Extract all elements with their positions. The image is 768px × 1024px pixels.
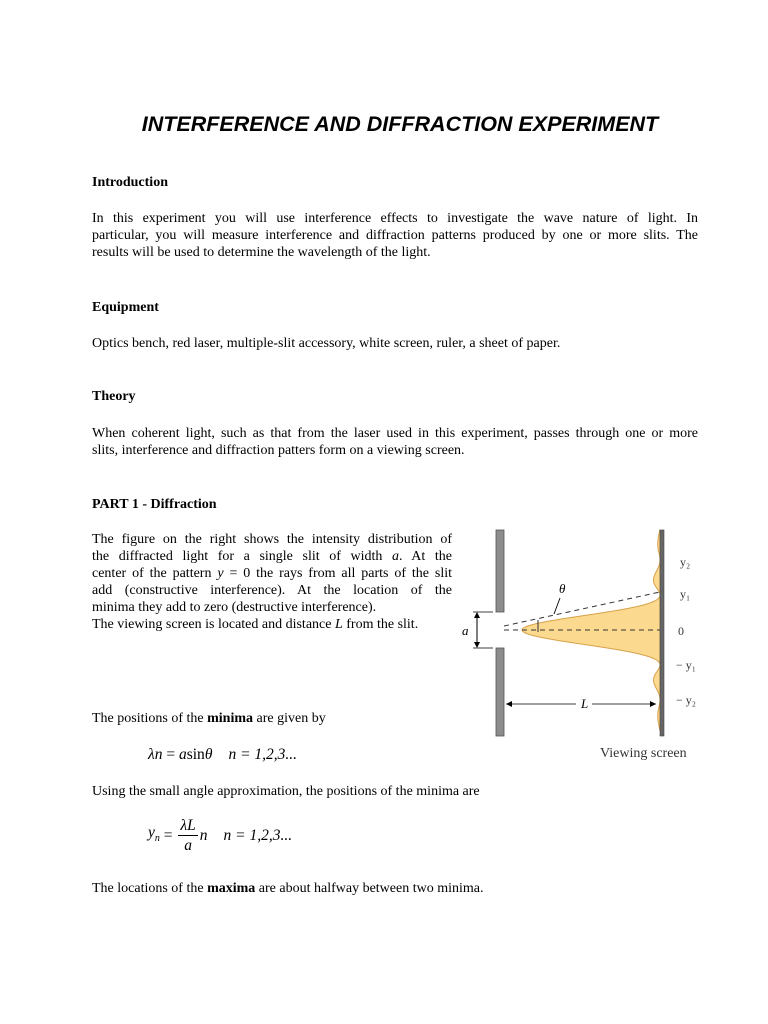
desc-line-2-text: the diffracted light for a single slit of width	[92, 549, 392, 564]
desc-line-3-text: center of the pattern	[92, 566, 218, 581]
eq2-condition: n = 1,2,3...	[223, 827, 293, 844]
distance-arrow-head-left	[506, 701, 512, 707]
theory-paragraph	[92, 425, 698, 459]
introduction-paragraph	[92, 210, 698, 261]
maxima-bold: maxima	[207, 881, 256, 896]
distance-arrow-head-right	[650, 701, 656, 707]
eq1-equals: =	[162, 746, 179, 763]
slit-barrier-top	[496, 530, 504, 612]
small-angle-sentence: Using the small angle approximation, the positions of the minima are	[92, 784, 480, 799]
minima-sentence	[92, 710, 698, 727]
theta-label: θ	[559, 581, 566, 596]
desc-line-6-end: from the slit.	[342, 617, 419, 632]
eq2-y-wrap	[148, 823, 160, 845]
minima-pre: The positions of the	[92, 711, 208, 726]
arrow-head-up	[474, 612, 480, 618]
minima-bold: minima	[207, 711, 253, 726]
eq2-numerator: λL	[180, 817, 196, 834]
minima-post: are given by	[253, 711, 326, 726]
label-neg-y2: − y₂	[676, 693, 696, 707]
label-y2: y₂	[680, 555, 691, 569]
eq1-theta: θ	[204, 746, 213, 763]
eq2-n: n	[199, 827, 208, 844]
label-neg-y1: − y₁	[676, 658, 696, 672]
intro-line-1: In this experiment you will use interference effects to investigate the wave nature of light. In	[92, 211, 698, 226]
desc-line-2-end: . At the	[398, 549, 452, 564]
part1-heading: PART 1 - Diffraction	[92, 497, 217, 512]
desc-line-4: add (constructive interference). At the location of the	[92, 583, 452, 598]
label-zero: 0	[678, 624, 684, 638]
minima-position-equation	[148, 816, 292, 855]
distance-label: L	[581, 696, 589, 711]
eq2-fraction	[178, 816, 197, 855]
minima-equation	[148, 745, 297, 765]
theory-line-2: slits, interference and diffraction patters form on a viewing screen.	[92, 443, 465, 458]
introduction-heading: Introduction	[92, 175, 168, 190]
desc-line-6-text: The viewing screen is located and distance	[92, 617, 335, 632]
viewing-screen-line	[660, 530, 664, 736]
theory-heading: Theory	[92, 389, 136, 404]
eq2-equals: =	[159, 827, 177, 844]
desc-line-2	[92, 548, 452, 565]
page-title: INTERFERENCE AND DIFFRACTION EXPERIMENT	[141, 112, 659, 136]
intro-line-2: particular, you will measure interference and diffraction patterns produced by one or more slits. The	[92, 228, 698, 243]
single-slit-diffraction-figure	[448, 518, 718, 768]
eq2-y: y	[148, 823, 155, 841]
desc-line-3	[92, 565, 452, 582]
desc-line-5: minima they add to zero (destructive interference).	[92, 600, 377, 615]
equipment-heading: Equipment	[92, 300, 159, 315]
label-y1: y₁	[680, 587, 691, 601]
eq2-subscript: n	[154, 833, 160, 845]
part1-figure-description	[92, 531, 452, 633]
theta-pointer	[554, 598, 560, 614]
maxima-sentence	[92, 880, 698, 897]
intro-line-3: results will be used to determine the wavelength of the light.	[92, 245, 431, 260]
desc-line-6	[92, 616, 452, 633]
figure-caption: Viewing screen	[600, 746, 687, 761]
eq1-lhs: λn	[148, 746, 163, 763]
equipment-text: Optics bench, red laser, multiple-slit accessory, white screen, ruler, a sheet of paper.	[92, 336, 561, 351]
desc-line-1: The figure on the right shows the intensity distribution of	[92, 532, 452, 547]
slit-width-label: a	[462, 623, 469, 638]
slit-width-var: a	[391, 549, 399, 564]
eq1-sin: sin	[186, 746, 205, 763]
maxima-pre: The locations of the	[92, 881, 208, 896]
arrow-head-down	[474, 642, 480, 648]
maxima-post: are about halfway between two minima.	[255, 881, 484, 896]
y-var: y	[217, 566, 224, 581]
eq1-a: a	[178, 746, 187, 763]
eq1-condition: n = 1,2,3...	[228, 746, 298, 763]
distance-var: L	[334, 617, 343, 632]
eq2-denominator: a	[184, 837, 192, 854]
theory-line-1: When coherent light, such as that from the laser used in this experiment, passes through one or more	[92, 426, 698, 441]
desc-line-3-end: = 0 the rays from all parts of the slit	[223, 566, 452, 581]
